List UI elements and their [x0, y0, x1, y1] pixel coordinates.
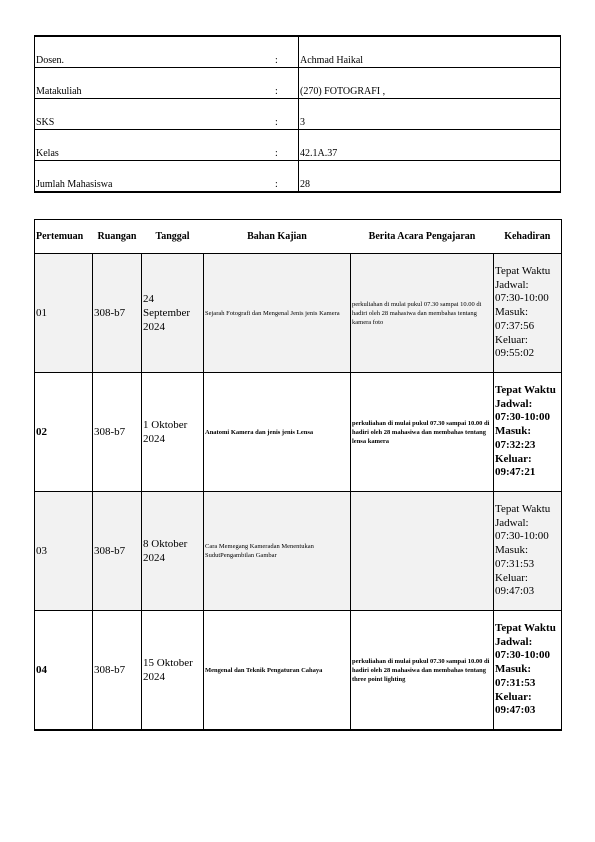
cell-bahan-kajian: Mengenal dan Teknik Pengaturan Cahaya	[204, 611, 351, 731]
cell-ruangan: 308-b7	[93, 492, 142, 611]
cell-bahan-kajian: Sejarah Fotografi dan Mengenal Jenis jenis Kamera	[204, 254, 351, 373]
header-ruangan: Ruangan	[93, 220, 142, 254]
check-out-label: Keluar:	[495, 333, 528, 346]
schedule-time: 07:30-10:00	[495, 530, 549, 543]
info-value: Achmad Haikal	[299, 36, 561, 68]
info-label: SKS	[35, 99, 271, 130]
cell-berita-acara: perkuliahan di mulai pukul 07.30 sampai 10.00 di hadiri oleh 28 mahasiwa dan membahas tentang three point lighting	[351, 611, 494, 731]
attendance-status: Tepat Waktu	[495, 384, 556, 397]
info-separator: :	[270, 99, 299, 130]
cell-ruangan: 308-b7	[93, 254, 142, 373]
schedule-label: Jadwal:	[495, 635, 533, 648]
table-row	[35, 373, 562, 492]
course-info-table	[34, 35, 561, 193]
info-value: 42.1A.37	[299, 130, 561, 161]
cell-ruangan: 308-b7	[93, 373, 142, 492]
check-in-label: Masuk:	[495, 425, 532, 438]
check-in-time: 07:37:56	[495, 319, 535, 332]
cell-bahan-kajian: Cara Memegang Kameradan Menentukan SudutPengambilan Gambar	[204, 492, 351, 611]
schedule-label: Jadwal:	[495, 516, 529, 529]
check-in-label: Masuk:	[495, 306, 528, 319]
info-row-kelas	[35, 130, 561, 161]
check-out-label: Keluar:	[495, 571, 528, 584]
check-in-time: 07:31:53	[495, 557, 535, 570]
info-separator: :	[270, 130, 299, 161]
attendance-status: Tepat Waktu	[495, 265, 551, 278]
check-out-time: 09:47:03	[495, 704, 536, 717]
header-berita-acara: Berita Acara Pengajaran	[351, 220, 494, 254]
cell-tanggal: 1 Oktober 2024	[142, 373, 204, 492]
cell-bahan-kajian: Anatomi Kamera dan jenis jenis Lensa	[204, 373, 351, 492]
cell-ruangan: 308-b7	[93, 611, 142, 731]
table-row	[35, 492, 562, 611]
cell-berita-acara: perkuliahan di mulai pukul 07.30 sampai 10.00 di hadiri oleh 28 mahasiwa dan membahas tentang kamera foto	[351, 254, 494, 373]
header-pertemuan: Pertemuan	[35, 220, 93, 254]
cell-tanggal: 24 September 2024	[142, 254, 204, 373]
cell-berita-acara	[351, 492, 494, 611]
info-label: Jumlah Mahasiswa	[35, 161, 271, 193]
cell-tanggal: 8 Oktober 2024	[142, 492, 204, 611]
info-separator: :	[270, 161, 299, 193]
cell-kehadiran	[494, 492, 562, 611]
check-in-label: Masuk:	[495, 663, 532, 676]
info-value: (270) FOTOGRAFI ,	[299, 68, 561, 99]
header-tanggal: Tanggal	[142, 220, 204, 254]
schedule-time: 07:30-10:00	[495, 649, 550, 662]
cell-pertemuan: 04	[35, 611, 93, 731]
info-separator: :	[270, 68, 299, 99]
header-bahan-kajian: Bahan Kajian	[204, 220, 351, 254]
info-value: 28	[299, 161, 561, 193]
check-out-label: Keluar:	[495, 690, 532, 703]
check-in-time: 07:31:53	[495, 676, 536, 689]
table-row	[35, 611, 562, 731]
cell-tanggal: 15 Oktober 2024	[142, 611, 204, 731]
cell-pertemuan: 03	[35, 492, 93, 611]
info-row-jumlah-mahasiswa	[35, 161, 561, 193]
info-value: 3	[299, 99, 561, 130]
schedule-label: Jadwal:	[495, 397, 533, 410]
cell-pertemuan: 01	[35, 254, 93, 373]
info-row-dosen	[35, 36, 561, 68]
cell-pertemuan: 02	[35, 373, 93, 492]
check-in-label: Masuk:	[495, 544, 528, 557]
sessions-header-row	[35, 220, 562, 254]
schedule-time: 07:30-10:00	[495, 411, 550, 424]
header-kehadiran: Kehadiran	[494, 220, 562, 254]
info-row-matakuliah	[35, 68, 561, 99]
table-row	[35, 254, 562, 373]
cell-kehadiran	[494, 254, 562, 373]
check-in-time: 07:32:23	[495, 438, 536, 451]
cell-berita-acara: perkuliahan di mulai pukul 07.30 sampai 10.00 di hadiri oleh 28 mahasiwa dan membahas tentang lensa kamera	[351, 373, 494, 492]
check-out-time: 09:47:03	[495, 585, 535, 598]
cell-kehadiran	[494, 373, 562, 492]
check-out-label: Keluar:	[495, 452, 532, 465]
attendance-status: Tepat Waktu	[495, 503, 551, 516]
info-separator: :	[270, 36, 299, 68]
info-label: Kelas	[35, 130, 271, 161]
info-row-sks	[35, 99, 561, 130]
check-out-time: 09:55:02	[495, 347, 535, 360]
sessions-table	[34, 219, 562, 731]
schedule-time: 07:30-10:00	[495, 292, 549, 305]
info-label: Dosen.	[35, 36, 271, 68]
attendance-status: Tepat Waktu	[495, 622, 556, 635]
cell-kehadiran	[494, 611, 562, 731]
check-out-time: 09:47:21	[495, 466, 536, 479]
schedule-label: Jadwal:	[495, 278, 529, 291]
info-label: Matakuliah	[35, 68, 271, 99]
